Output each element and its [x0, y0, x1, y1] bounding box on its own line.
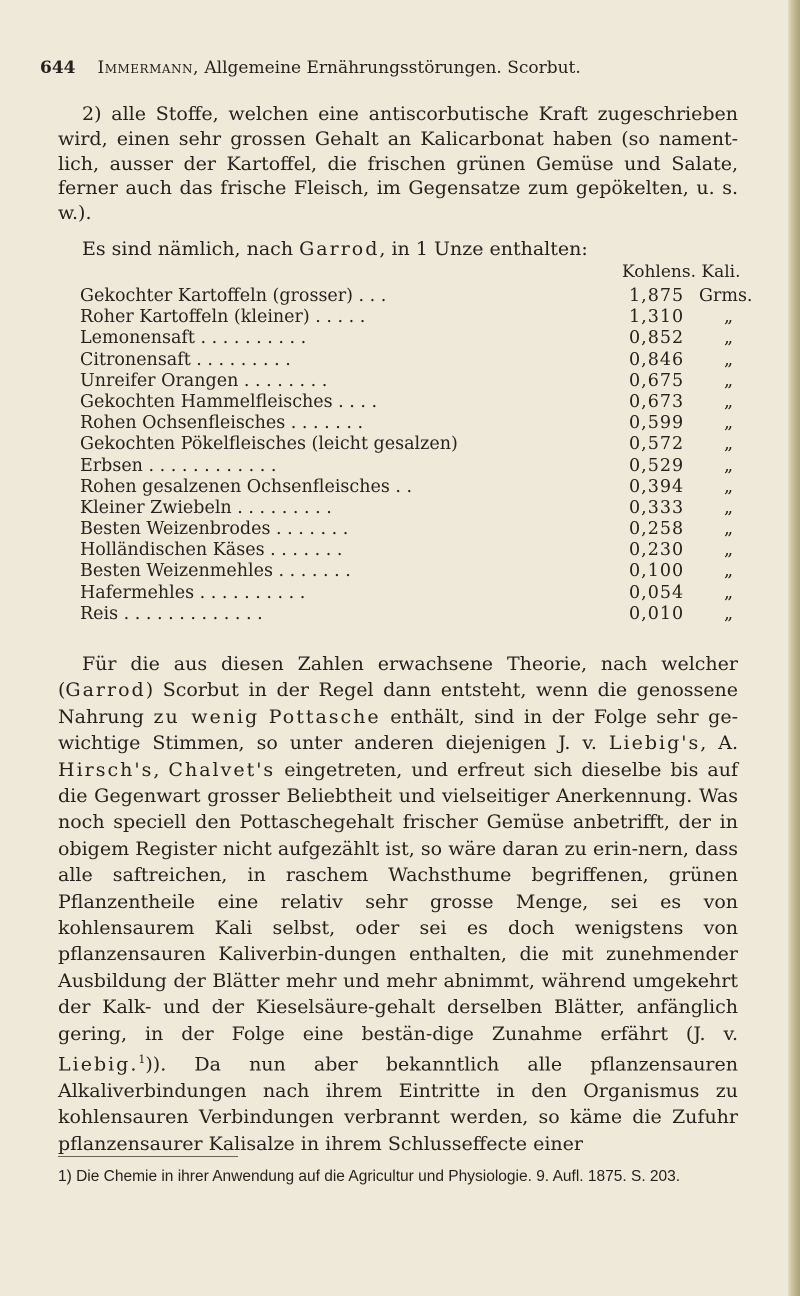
- potash-value: 0,852: [629, 328, 685, 349]
- p2-emph-zu-wenig: zu wenig: [153, 705, 260, 728]
- p2-name-liebig: Liebig's: [608, 732, 701, 755]
- ditto-mark: „: [724, 391, 734, 412]
- ditto-mark: „: [724, 476, 734, 497]
- food-label: Gekochter Kartoffeln (grosser) . . .: [80, 286, 387, 306]
- table-row: [80, 583, 740, 604]
- ditto-mark: „: [724, 434, 734, 455]
- p2-text-5: , A.: [700, 732, 738, 755]
- table-row: [80, 498, 740, 519]
- potash-value: 0,010: [629, 603, 685, 624]
- header-author: Immermann,: [97, 58, 199, 78]
- ditto-mark: „: [724, 413, 734, 434]
- potash-value: 0,675: [629, 370, 685, 391]
- potash-value: 0,230: [629, 540, 685, 561]
- potash-value: 0,333: [629, 497, 685, 518]
- food-label: Rohen gesalzenen Ochsenfleisches . .: [80, 476, 413, 497]
- ditto-mark: „: [724, 519, 734, 540]
- p2-name-hirsch: Hirsch's: [58, 758, 154, 781]
- p2-text-6: ,: [153, 758, 169, 781]
- p2-text-1: Für die aus diesen Zahlen erwachsene Theorie, nach welcher (: [58, 653, 738, 702]
- table-row: [80, 456, 740, 477]
- table-row: [80, 350, 740, 371]
- ditto-mark: „: [724, 307, 734, 328]
- potash-value: 1,310: [629, 307, 685, 328]
- p2-text-3: [259, 706, 269, 728]
- ditto-mark: „: [724, 370, 734, 391]
- food-label: Reis . . . . . . . . . . . . .: [80, 603, 263, 624]
- table-row: [80, 328, 740, 349]
- ditto-mark: „: [724, 349, 734, 370]
- ditto-mark: „: [724, 582, 734, 603]
- ditto-mark: „: [724, 328, 734, 349]
- intro-before: Es sind nämlich, nach: [82, 238, 300, 260]
- potash-table: [80, 286, 753, 625]
- ditto-mark: „: [724, 497, 734, 518]
- ditto-mark: „: [724, 603, 734, 624]
- food-label: Citronensaft . . . . . . . . .: [80, 349, 291, 370]
- table-intro: [82, 238, 588, 260]
- page-edge: [788, 0, 800, 1296]
- food-label: Hafermehles . . . . . . . . . .: [80, 582, 306, 603]
- page-number: 644: [40, 58, 76, 78]
- p2-name-chalvet: Chalvet's: [168, 758, 276, 781]
- p2-emph-pottasche: Pottasche: [268, 705, 381, 728]
- ditto-mark: „: [724, 455, 734, 476]
- table-row: [80, 434, 740, 455]
- food-label: Holländischen Käses . . . . . . .: [80, 540, 343, 561]
- table-column-header: Kohlens. Kali.: [622, 262, 741, 282]
- table-row: [80, 371, 740, 392]
- potash-value: 0,258: [629, 519, 685, 540]
- potash-value: 1,875: [629, 286, 685, 306]
- ditto-mark: „: [724, 540, 734, 561]
- potash-value: 0,846: [629, 349, 685, 370]
- intro-after: , in 1 Unze enthalten:: [379, 238, 588, 260]
- table-row: [80, 392, 740, 413]
- p2-text-4: enthält, sind in der Folge sehr ge-wichtige Stimmen, so unter anderen diejenigen J. v.: [58, 705, 738, 755]
- p2-name-garrod: Garrod: [65, 679, 146, 702]
- ditto-mark: „: [724, 561, 734, 582]
- potash-value: 0,054: [629, 582, 685, 603]
- p2-name-liebig-2: Liebig.: [58, 1053, 139, 1076]
- food-label: Besten Weizenmehles . . . . . . .: [80, 561, 351, 582]
- header-title: Allgemeine Ernährungsstörungen. Scorbut.: [204, 58, 581, 78]
- food-label: Unreifer Orangen . . . . . . . .: [80, 370, 328, 391]
- food-label: Roher Kartoffeln (kleiner) . . . . .: [80, 307, 366, 328]
- table-row: [80, 604, 740, 625]
- p2-text-8: )). Da nun aber bekanntlich alle pflanzensauren Alkaliverbindungen nach ihrem Eintritte in den Organismus zu kohlensauren Verbindungen verbrannt werden, so käme die Zufuhr pflanzensaurer Kalisalze in ihrem Schlusseffecte einer: [58, 1053, 738, 1155]
- table-row: [80, 477, 740, 498]
- food-label: Rohen Ochsenfleisches . . . . . . .: [80, 413, 364, 434]
- table-row: [80, 540, 740, 561]
- potash-value: 0,100: [629, 561, 685, 582]
- intro-author-name: Garrod: [299, 238, 380, 260]
- table-row: [80, 519, 740, 540]
- food-label: Erbsen . . . . . . . . . . . .: [80, 455, 277, 476]
- potash-value: 0,572: [629, 434, 685, 455]
- potash-value: 0,394: [629, 476, 685, 497]
- food-label: Kleiner Zwiebeln . . . . . . . . .: [80, 497, 332, 518]
- food-label: Gekochten Pökelfleisches (leicht gesalzen): [80, 434, 458, 455]
- paragraph-2: [58, 651, 738, 1157]
- paragraph-1: 2) alle Stoffe, welchen eine antiscorbutische Kraft zugeschrieben wird, einen sehr grossen Gehalt an Kalicarbonat haben (so nament-lich, ausser der Kartoffel, die frischen grünen Gemüse und Salate, ferner auch das frische Fleisch, im Gegensatze zum gepökelten, u. s. w.).: [58, 103, 738, 225]
- unit-label: Grms.: [699, 286, 753, 306]
- table-row: [80, 286, 753, 307]
- food-label: Lemonensaft . . . . . . . . . .: [80, 328, 307, 349]
- potash-value: 0,529: [629, 455, 685, 476]
- potash-value: 0,599: [629, 413, 685, 434]
- food-label: Besten Weizenbrodes . . . . . . .: [80, 519, 349, 540]
- footnote-divider: [58, 1156, 238, 1157]
- table-row: [80, 561, 740, 582]
- footnote: 1) Die Chemie in ihrer Anwendung auf die Agricultur und Physiologie. 9. Aufl. 1875. S. 203.: [58, 1168, 681, 1185]
- potash-value: 0,673: [629, 391, 685, 412]
- table-row: [80, 307, 740, 328]
- p2-text-2: ) Scorbut in der Regel dann entsteht, wenn die genossene Nahrung: [58, 679, 738, 728]
- p2-text-7: eingetreten, und erfreut sich dieselbe bis auf die Gegenwart grosser Beliebtheit und vielseitiger Anerkennung. Was noch speciell den Pottaschegehalt frischer Gemüse anbetrifft, der in obigem Register nicht aufgezählt ist, so wäre daran zu erin-nern, dass alle saftreichen, in raschem Wachsthume begriffenen, grünen Pflanzentheile eine relativ sehr grosse Menge, sei es von kohlensaurem Kali selbst, oder sei es doch wenigstens von pflanzensauren Kaliverbin-dungen enthalten, die mit zunehmender Ausbildung der Blätter mehr und mehr abnimmt, während umgekehrt der Kalk- und der Kieselsäure-gehalt derselben Blätter, anfänglich gering, in der Folge eine bestän-dige Zunahme erfährt (J. v.: [58, 758, 738, 1045]
- footnote-reference: 1: [138, 1053, 146, 1067]
- food-label: Gekochten Hammelfleisches . . . .: [80, 391, 378, 412]
- table-row: [80, 413, 740, 434]
- running-header: [40, 58, 740, 78]
